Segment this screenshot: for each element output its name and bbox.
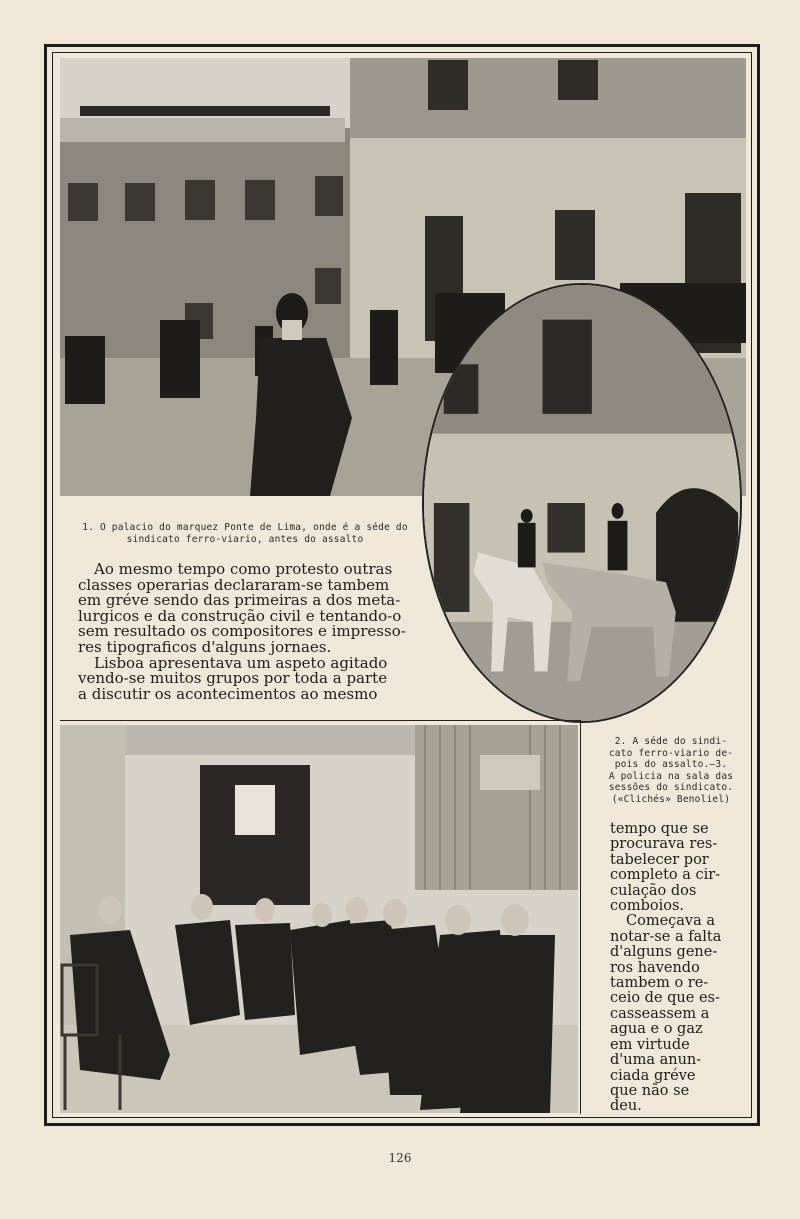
article-left-column (78, 562, 408, 702)
article-line: d'alguns gene- (610, 944, 718, 961)
article-line: ciada gréve (610, 1067, 696, 1084)
article-line: que não se (610, 1082, 690, 1099)
article-line: completo a cir- (610, 867, 721, 884)
article-line: res tipograficos d'alguns jornaes. (78, 637, 332, 656)
caption-2-line-4: A policia na sala das (608, 770, 734, 782)
article-line: notar-se a falta (610, 928, 722, 945)
article-line: procurava res- (610, 836, 718, 853)
caption-1-line-1: 1. O palacio do marquez Ponte de Lima, onde é a séde do (82, 522, 408, 533)
article-line: culação dos (610, 882, 697, 899)
article-line: Lisboa apresentava um aspeto agitado (94, 653, 388, 672)
article-right-column (610, 822, 735, 1115)
article-line: ceio de que es- (610, 990, 720, 1007)
article-line: casseassem a (610, 1005, 710, 1022)
caption-1-line-2: sindicato ferro-viario, antes do assalto (126, 534, 364, 545)
caption-2-line-2: cato ferro-viario de- (608, 747, 734, 759)
caption-2-line-3: pois do assalto.—3. (614, 759, 728, 770)
article-line: agua e o gaz (610, 1021, 703, 1038)
article-line: comboios. (610, 898, 685, 915)
article-line: ros havendo (610, 959, 700, 976)
article-line: classes operarias declararam-se tambem (78, 575, 390, 594)
article-line: vendo-se muitos grupos por toda a parte (78, 669, 388, 688)
caption-photos-2-3 (606, 736, 736, 805)
caption-photo-1 (80, 522, 410, 546)
photo-mounted-guards-oval (422, 283, 742, 723)
article-line: sem resultado os compositores e impresso- (78, 622, 406, 641)
caption-2-line-5: sessões do sindicato. (608, 782, 734, 793)
article-line: tambem o re- (610, 975, 709, 992)
article-line: d'uma anun- (610, 1052, 702, 1069)
caption-2-line-6: («Clichés» Benoliel) (611, 793, 731, 805)
article-line: Começava a (626, 913, 716, 930)
article-line: a discutir os acontecimentos ao mesmo (78, 684, 378, 703)
article-line: em virtude (610, 1036, 690, 1053)
divider-horizontal (60, 720, 580, 721)
caption-2-line-1: 2. A séde do sindi- (614, 736, 728, 747)
photo-police-meeting-room (60, 725, 578, 1113)
page-number: 126 (388, 1151, 412, 1165)
article-line: lurgicos e da construção civil e tentando-o (78, 606, 402, 625)
divider-vertical (580, 720, 581, 1114)
article-line: em gréve sendo das primeiras a dos meta- (78, 591, 401, 610)
article-line: deu. (610, 1098, 642, 1115)
article-line: tempo que se (610, 821, 709, 837)
article-line: tabelecer por (610, 851, 709, 868)
article-line: Ao mesmo tempo como protesto outras (94, 560, 393, 578)
